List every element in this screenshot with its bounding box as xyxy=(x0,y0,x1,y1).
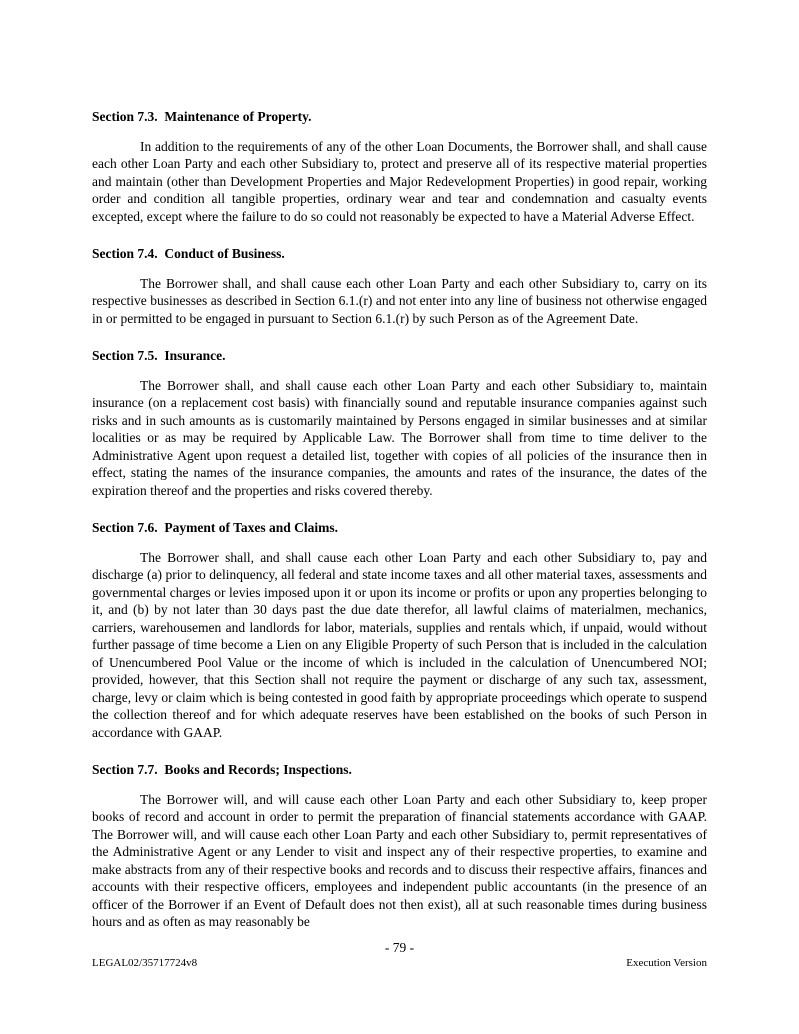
section-heading-7-4: Section 7.4. Conduct of Business. xyxy=(92,246,285,261)
section-heading-7-5: Section 7.5. Insurance. xyxy=(92,348,226,363)
document-content xyxy=(92,108,707,931)
footer-version-label: Execution Version xyxy=(626,957,707,969)
section-paragraph-7-4: The Borrower shall, and shall cause each other Loan Party and each other Subsidiary to, carry on its respective businesses as described in Section 6.1.(r) and not enter into any line of business not otherwise engaged in or permitted to be engaged in pursuant to Section 6.1.(r) by such Person as of the Agreement Date. xyxy=(92,275,707,326)
footer-document-id: LEGAL02/35717724v8 xyxy=(92,957,198,969)
section-paragraph-7-6: The Borrower shall, and shall cause each other Loan Party and each other Subsidiary to, pay and discharge (a) prior to delinquency, all federal and state income taxes and all other material taxes, assessments and governmental charges or levies imposed upon it or upon its income or profits or upon any properties belonging to it, and (b) by not later than 30 days past the due date therefor, all lawful claims of materialmen, mechanics, carriers, warehousemen and landlords for labor, materials, supplies and rentals which, if unpaid, would without further passage of time become a Lien on any Eligible Property of such Person that is included in the calculation of Unencumbered Pool Value or the income of which is included in the calculation of Unencumbered NOI; provided, however, that this Section shall not require the payment or discharge of any such tax, assessment, charge, levy or claim which is being contested in good faith by appropriate proceedings which operate to suspend the collection thereof and for which adequate reserves have been established on the books of such Person in accordance with GAAP. xyxy=(92,549,707,740)
section-heading-7-3: Section 7.3. Maintenance of Property. xyxy=(92,109,312,124)
page-footer xyxy=(92,956,707,970)
section-paragraph-7-5: The Borrower shall, and shall cause each other Loan Party and each other Subsidiary to, maintain insurance (on a replacement cost basis) with financially sound and reputable insurance companies against such risks and in such amounts as is customarily maintained by Persons engaged in similar businesses and at similar localities or as may be required by Applicable Law. The Borrower shall from time to time deliver to the Administrative Agent upon request a detailed list, together with copies of all policies of the insurance then in effect, stating the names of the insurance companies, the amounts and rates of the insurance, the dates of the expiration thereof and the properties and risks covered thereby. xyxy=(92,377,707,498)
section-heading-7-7: Section 7.7. Books and Records; Inspections. xyxy=(92,762,352,777)
section-heading-7-6: Section 7.6. Payment of Taxes and Claims. xyxy=(92,520,339,535)
section-paragraph-7-7: The Borrower will, and will cause each other Loan Party and each other Subsidiary to, keep proper books of record and account in order to permit the preparation of financial statements accordance with GAAP. The Borrower will, and will cause each other Loan Party and each other Subsidiary to, permit representatives of the Administrative Agent or any Lender to visit and inspect any of their respective properties, to examine and make abstracts from any of their respective books and records and to discuss their respective affairs, finances and accounts with their respective officers, employees and independent public accountants (in the presence of an officer of the Borrower if an Event of Default does not then exist), all at such reasonable times during business hours and as often as may reasonably be xyxy=(92,791,707,929)
page-number: - 79 - xyxy=(384,940,415,955)
section-paragraph-7-3: In addition to the requirements of any of the other Loan Documents, the Borrower shall, and shall cause each other Loan Party and each other Subsidiary to, protect and preserve all of its respective material properties and maintain (other than Development Properties and Major Redevelopment Properties) in good repair, working order and condition all tangible properties, ordinary wear and tear and condemnation and casualty events excepted, except where the failure to do so could not reasonably be expected to have a Material Adverse Effect. xyxy=(92,138,707,224)
